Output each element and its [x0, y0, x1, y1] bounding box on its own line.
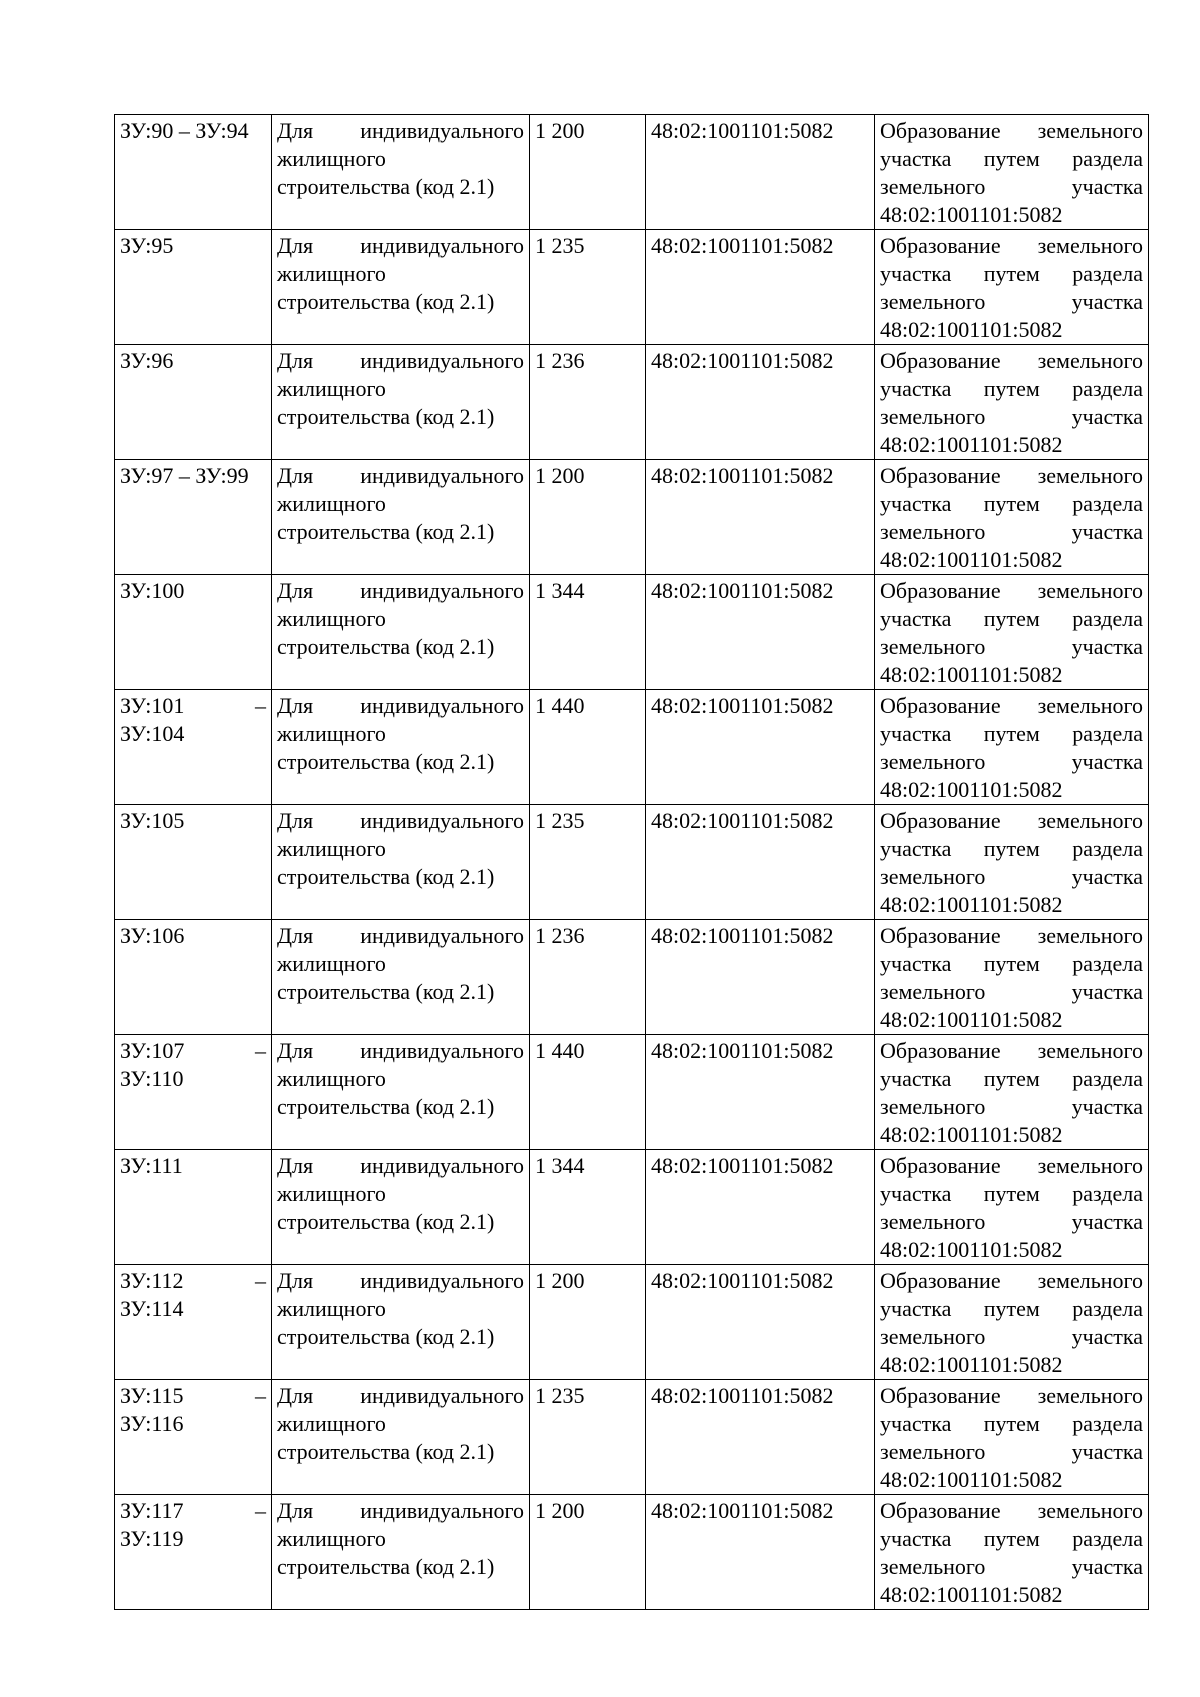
- permitted-use-cell: [272, 805, 530, 920]
- land-plot-table: [114, 114, 1149, 1610]
- plot-id: ЗУ:96: [120, 348, 174, 373]
- permitted-use-cell: [272, 115, 530, 230]
- plot-id: ЗУ:107 – ЗУ:110: [120, 1038, 266, 1091]
- cadastral-number: 48:02:1001101:5082: [651, 1498, 834, 1523]
- plot-area-cell: [530, 1265, 646, 1380]
- plot-id-cell: [115, 115, 272, 230]
- plot-id: ЗУ:101 – ЗУ:104: [120, 693, 266, 746]
- cadastral-number-cell: [646, 920, 875, 1035]
- plot-area-cell: [530, 230, 646, 345]
- formation-method: Образование земельного участка путем раздела земельного участка 48:02:1001101:5082: [880, 348, 1143, 457]
- plot-id-cell: [115, 575, 272, 690]
- permitted-use: Для индивидуального жилищного строительства (код 2.1): [277, 693, 524, 774]
- plot-area: 1 235: [535, 808, 585, 833]
- cadastral-number-cell: [646, 1380, 875, 1495]
- permitted-use: Для индивидуального жилищного строительства (код 2.1): [277, 463, 524, 544]
- plot-area: 1 236: [535, 348, 585, 373]
- plot-area: 1 235: [535, 1383, 585, 1408]
- permitted-use: Для индивидуального жилищного строительства (код 2.1): [277, 118, 524, 199]
- cadastral-number-cell: [646, 575, 875, 690]
- plot-id: ЗУ:100: [120, 578, 185, 603]
- cadastral-number: 48:02:1001101:5082: [651, 578, 834, 603]
- permitted-use: Для индивидуального жилищного строительства (код 2.1): [277, 578, 524, 659]
- table-row: [115, 690, 1149, 805]
- table-row: [115, 805, 1149, 920]
- plot-area-cell: [530, 1150, 646, 1265]
- formation-method: Образование земельного участка путем раздела земельного участка 48:02:1001101:5082: [880, 463, 1143, 572]
- plot-area-cell: [530, 345, 646, 460]
- formation-method: Образование земельного участка путем раздела земельного участка 48:02:1001101:5082: [880, 233, 1143, 342]
- permitted-use: Для индивидуального жилищного строительства (код 2.1): [277, 1268, 524, 1349]
- cadastral-number-cell: [646, 1495, 875, 1610]
- formation-method: Образование земельного участка путем раздела земельного участка 48:02:1001101:5082: [880, 1153, 1143, 1262]
- permitted-use-cell: [272, 1265, 530, 1380]
- formation-method: Образование земельного участка путем раздела земельного участка 48:02:1001101:5082: [880, 808, 1143, 917]
- formation-method-cell: [875, 1150, 1149, 1265]
- plot-area-cell: [530, 920, 646, 1035]
- formation-method-cell: [875, 1265, 1149, 1380]
- table-row: [115, 920, 1149, 1035]
- permitted-use-cell: [272, 690, 530, 805]
- formation-method-cell: [875, 805, 1149, 920]
- plot-area: 1 235: [535, 233, 585, 258]
- cadastral-number-cell: [646, 460, 875, 575]
- table-row: [115, 575, 1149, 690]
- cadastral-number-cell: [646, 345, 875, 460]
- table-row: [115, 460, 1149, 575]
- plot-area-cell: [530, 1380, 646, 1495]
- cadastral-number: 48:02:1001101:5082: [651, 1038, 834, 1063]
- formation-method: Образование земельного участка путем раздела земельного участка 48:02:1001101:5082: [880, 1383, 1143, 1492]
- plot-area-cell: [530, 1495, 646, 1610]
- formation-method-cell: [875, 345, 1149, 460]
- plot-id-cell: [115, 690, 272, 805]
- cadastral-number: 48:02:1001101:5082: [651, 233, 834, 258]
- table-row: [115, 1495, 1149, 1610]
- plot-id-cell: [115, 1035, 272, 1150]
- formation-method-cell: [875, 460, 1149, 575]
- cadastral-number: 48:02:1001101:5082: [651, 808, 834, 833]
- formation-method-cell: [875, 920, 1149, 1035]
- cadastral-number: 48:02:1001101:5082: [651, 923, 834, 948]
- formation-method: Образование земельного участка путем раздела земельного участка 48:02:1001101:5082: [880, 578, 1143, 687]
- table-row: [115, 230, 1149, 345]
- permitted-use: Для индивидуального жилищного строительства (код 2.1): [277, 808, 524, 889]
- plot-id: ЗУ:105: [120, 808, 185, 833]
- plot-area-cell: [530, 690, 646, 805]
- formation-method-cell: [875, 230, 1149, 345]
- permitted-use: Для индивидуального жилищного строительства (код 2.1): [277, 233, 524, 314]
- permitted-use: Для индивидуального жилищного строительства (код 2.1): [277, 1038, 524, 1119]
- plot-area: 1 344: [535, 1153, 585, 1178]
- plot-id-cell: [115, 345, 272, 460]
- formation-method-cell: [875, 1495, 1149, 1610]
- formation-method: Образование земельного участка путем раздела земельного участка 48:02:1001101:5082: [880, 1268, 1143, 1377]
- plot-id-cell: [115, 920, 272, 1035]
- plot-area-cell: [530, 575, 646, 690]
- cadastral-number-cell: [646, 230, 875, 345]
- permitted-use-cell: [272, 345, 530, 460]
- plot-id: ЗУ:117 – ЗУ:119: [120, 1498, 266, 1551]
- table-row: [115, 115, 1149, 230]
- table-row: [115, 1035, 1149, 1150]
- cadastral-number: 48:02:1001101:5082: [651, 1153, 834, 1178]
- formation-method: Образование земельного участка путем раздела земельного участка 48:02:1001101:5082: [880, 118, 1143, 227]
- plot-area-cell: [530, 115, 646, 230]
- table-row: [115, 1150, 1149, 1265]
- formation-method: Образование земельного участка путем раздела земельного участка 48:02:1001101:5082: [880, 1498, 1143, 1607]
- plot-id-cell: [115, 1265, 272, 1380]
- plot-id-cell: [115, 1495, 272, 1610]
- cadastral-number: 48:02:1001101:5082: [651, 118, 834, 143]
- formation-method-cell: [875, 115, 1149, 230]
- plot-id: ЗУ:111: [120, 1153, 183, 1178]
- permitted-use-cell: [272, 575, 530, 690]
- plot-id-cell: [115, 460, 272, 575]
- cadastral-number-cell: [646, 1150, 875, 1265]
- table-row: [115, 345, 1149, 460]
- plot-area: 1 200: [535, 118, 585, 143]
- land-plot-table-body: [115, 115, 1149, 1610]
- permitted-use-cell: [272, 1035, 530, 1150]
- cadastral-number-cell: [646, 1035, 875, 1150]
- permitted-use-cell: [272, 460, 530, 575]
- formation-method-cell: [875, 690, 1149, 805]
- cadastral-number-cell: [646, 1265, 875, 1380]
- cadastral-number: 48:02:1001101:5082: [651, 348, 834, 373]
- plot-id-cell: [115, 1380, 272, 1495]
- plot-area: 1 200: [535, 1268, 585, 1293]
- plot-id: ЗУ:97 – ЗУ:99: [120, 463, 249, 488]
- permitted-use-cell: [272, 920, 530, 1035]
- cadastral-number: 48:02:1001101:5082: [651, 693, 834, 718]
- cadastral-number-cell: [646, 115, 875, 230]
- permitted-use: Для индивидуального жилищного строительства (код 2.1): [277, 1498, 524, 1579]
- plot-area: 1 440: [535, 1038, 585, 1063]
- table-row: [115, 1380, 1149, 1495]
- formation-method-cell: [875, 1035, 1149, 1150]
- plot-id: ЗУ:90 – ЗУ:94: [120, 118, 249, 143]
- formation-method: Образование земельного участка путем раздела земельного участка 48:02:1001101:5082: [880, 923, 1143, 1032]
- plot-area: 1 344: [535, 578, 585, 603]
- cadastral-number: 48:02:1001101:5082: [651, 1383, 834, 1408]
- plot-area-cell: [530, 805, 646, 920]
- permitted-use-cell: [272, 1380, 530, 1495]
- plot-area: 1 200: [535, 463, 585, 488]
- cadastral-number-cell: [646, 805, 875, 920]
- plot-id: ЗУ:112 – ЗУ:114: [120, 1268, 266, 1321]
- permitted-use-cell: [272, 1495, 530, 1610]
- permitted-use-cell: [272, 1150, 530, 1265]
- plot-area: 1 440: [535, 693, 585, 718]
- plot-id-cell: [115, 805, 272, 920]
- plot-area-cell: [530, 460, 646, 575]
- formation-method-cell: [875, 1380, 1149, 1495]
- permitted-use-cell: [272, 230, 530, 345]
- plot-area: 1 236: [535, 923, 585, 948]
- plot-id-cell: [115, 230, 272, 345]
- permitted-use: Для индивидуального жилищного строительства (код 2.1): [277, 1153, 524, 1234]
- permitted-use: Для индивидуального жилищного строительства (код 2.1): [277, 1383, 524, 1464]
- plot-area: 1 200: [535, 1498, 585, 1523]
- plot-id: ЗУ:106: [120, 923, 185, 948]
- formation-method-cell: [875, 575, 1149, 690]
- permitted-use: Для индивидуального жилищного строительства (код 2.1): [277, 348, 524, 429]
- plot-id: ЗУ:115 – ЗУ:116: [120, 1383, 266, 1436]
- plot-id-cell: [115, 1150, 272, 1265]
- cadastral-number-cell: [646, 690, 875, 805]
- formation-method: Образование земельного участка путем раздела земельного участка 48:02:1001101:5082: [880, 693, 1143, 802]
- cadastral-number: 48:02:1001101:5082: [651, 463, 834, 488]
- permitted-use: Для индивидуального жилищного строительства (код 2.1): [277, 923, 524, 1004]
- table-row: [115, 1265, 1149, 1380]
- formation-method: Образование земельного участка путем раздела земельного участка 48:02:1001101:5082: [880, 1038, 1143, 1147]
- cadastral-number: 48:02:1001101:5082: [651, 1268, 834, 1293]
- plot-area-cell: [530, 1035, 646, 1150]
- plot-id: ЗУ:95: [120, 233, 174, 258]
